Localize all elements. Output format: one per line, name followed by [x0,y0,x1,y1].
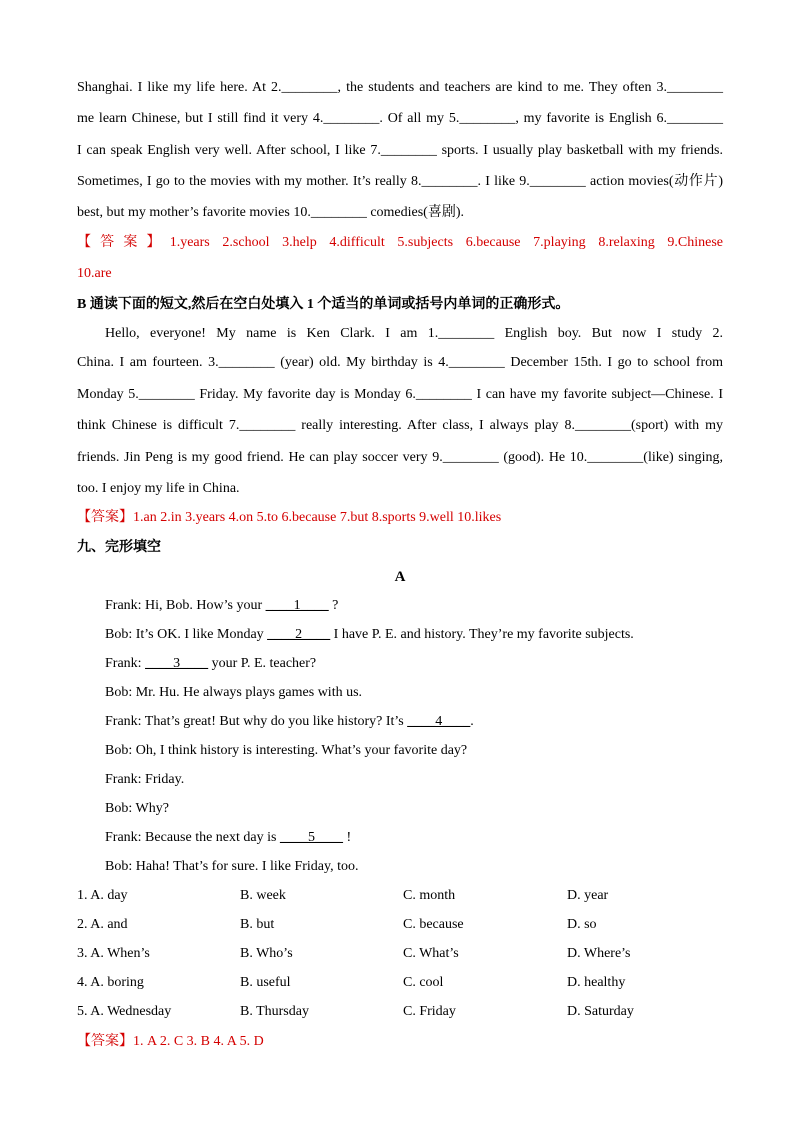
passage-b-line-5: friends. Jin Peng is my good friend. He can play soccer very 9.________ (good). He 10.________(like) singing, [77,450,723,465]
option-d: D. Where’s [567,946,631,961]
section-9-title: 九、完形填空 [77,540,161,555]
answer-b: 【答案】1.an 2.in 3.years 4.on 5.to 6.because 7.but 8.sports 9.well 10.likes [77,510,502,525]
blank-2: ____2____ [267,627,331,642]
dialogue-line: Bob: It’s OK. I like Monday ____2____ I have P. E. and history. They’re my favorite subjects. [105,627,634,642]
dialogue-line: Bob: Haha! That’s for sure. I like Friday, too. [105,859,359,874]
option-c: C. Friday [403,1004,456,1019]
passage-b-line-3: Monday 5.________ Friday. My favorite day is Monday 6.________ I can have my favorite subject—Chinese. I [77,387,723,402]
option-c: C. cool [403,975,444,990]
option-row [77,886,723,906]
option-d: D. Saturday [567,1004,634,1019]
option-a: 1. A. day [77,888,128,903]
section-b-instruction: B 通读下面的短文,然后在空白处填入 1 个适当的单词或括号内单词的正确形式。 [77,297,570,312]
option-c: C. month [403,888,456,903]
answer-cloze: 【答案】1. A 2. C 3. B 4. A 5. D [77,1034,264,1049]
dialogue-line: Frank: Friday. [105,772,185,787]
blank-5: ____5____ [279,830,343,845]
passage-b-line-6: too. I enjoy my life in China. [77,481,240,496]
option-b: B. week [240,888,286,903]
dialogue-line: Frank: Because the next day is ____5____ ! [105,830,352,845]
option-b: B. Thursday [240,1004,309,1019]
option-row [77,1002,723,1022]
option-row [77,973,723,993]
blank-1: ____1____ [265,598,329,613]
option-row [77,915,723,935]
option-c: C. because [403,917,464,932]
dialogue-line: Bob: Oh, I think history is interesting. What’s your favorite day? [105,743,468,758]
answer-a-line-2: 10.are [77,266,112,281]
blank-3: ____3____ [145,656,209,671]
dialogue-line: Frank: That’s great! But why do you like history? It’s ____4____. [105,714,474,729]
option-b: B. useful [240,975,291,990]
option-a: 2. A. and [77,917,128,932]
option-row [77,944,723,964]
option-b: B. Who’s [240,946,293,961]
cloze-title: A [394,569,406,585]
dialogue-line: Frank: ____3____ your P. E. teacher? [105,656,317,671]
dialogue-line: Bob: Why? [105,801,169,816]
passage-b-line-1: Hello, everyone! My name is Ken Clark. I am 1.________ English boy. But now I study 2. [105,326,723,341]
passage-a-line-3: I can speak English very well. After school, I like 7.________ sports. I usually play basketball with my friends. [77,143,723,158]
option-a: 3. A. When’s [77,946,150,961]
option-a: 5. A. Wednesday [77,1004,172,1019]
option-d: D. healthy [567,975,626,990]
option-a: 4. A. boring [77,975,144,990]
answer-a-line-1: 【答案】1.years 2.school 3.help 4.difficult 5.subjects 6.because 7.playing 8.relaxing 9.Chinese [77,235,723,250]
passage-b-line-4: think Chinese is difficult 7.________ really interesting. After class, I always play 8.________(sport) with my [77,418,723,433]
passage-b-line-2: China. I am fourteen. 3.________ (year) old. My birthday is 4.________ December 15th. I go to school from [77,355,723,370]
passage-a-line-1: Shanghai. I like my life here. At 2.________, the students and teachers are kind to me. They often 3.________ [77,80,723,95]
dialogue-line: Bob: Mr. Hu. He always plays games with us. [105,685,363,700]
blank-4: ____4____ [407,714,471,729]
option-b: B. but [240,917,275,932]
dialogue-line: Frank: Hi, Bob. How’s your ____1____ ? [105,598,339,613]
option-d: D. so [567,917,597,932]
passage-a-line-2: me learn Chinese, but I still find it very 4.________. Of all my 5.________, my favorite is English 6.________ [77,111,723,126]
passage-a-line-4: Sometimes, I go to the movies with my mother. It’s really 8.________. I like 9.________ action movies(动作片) [77,174,723,189]
option-d: D. year [567,888,609,903]
option-c: C. What’s [403,946,459,961]
passage-a-line-5: best, but my mother’s favorite movies 10.________ comedies(喜剧). [77,205,465,220]
